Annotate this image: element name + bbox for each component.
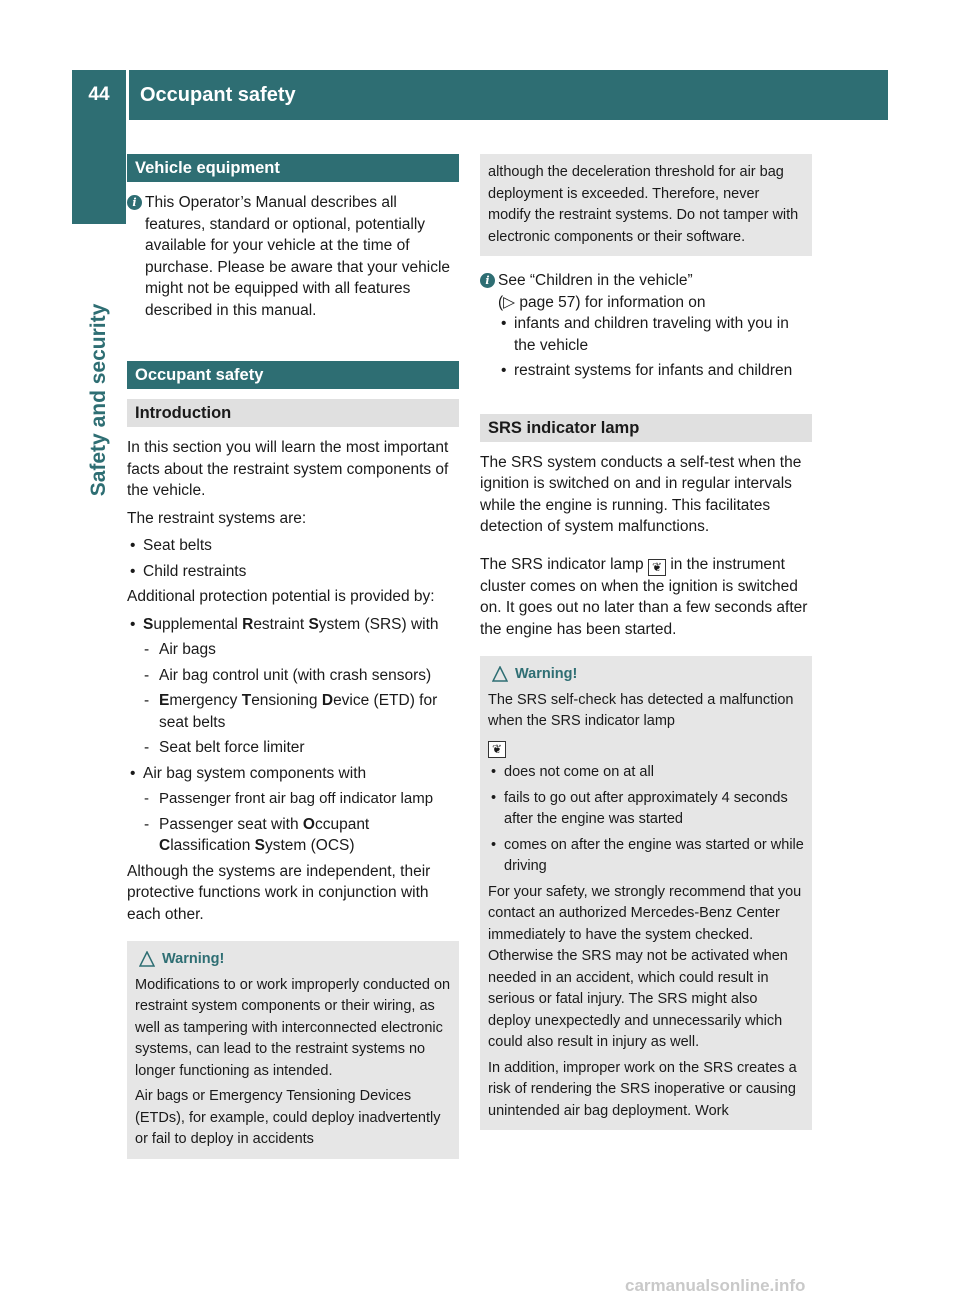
restraint-systems-label: The restraint systems are: xyxy=(127,509,307,527)
vehicle-equipment-heading: Vehicle equipment xyxy=(127,154,459,182)
info-icon: i xyxy=(480,273,495,288)
list-item: • restraint systems for infants and children xyxy=(498,360,812,382)
list-item: • fails to go out after approximately 4 seconds after the engine was started xyxy=(488,788,804,831)
info-icon: i xyxy=(127,195,142,210)
side-tab xyxy=(72,120,126,224)
list-item: • Seat belts xyxy=(127,535,459,557)
warning-text: For your safety, we strongly recommend that you contact an authorized Mercedes-Benz Center immediately to have the system checked. Otherwise the SRS may not be activated when needed in an accident, which could result in serious or fatal injury. The SRS might also deploy unexpectedly and unnecessarily which could also result in injury as well. xyxy=(488,883,802,1050)
srs-lamp-heading: SRS indicator lamp xyxy=(480,414,812,442)
warning-triangle-icon xyxy=(492,666,508,682)
list-item: • Air bag system components with xyxy=(127,763,459,785)
sub-list-item: - Air bag control unit (with crash sensors) xyxy=(127,665,459,687)
srs-lamp-icon: ❦ xyxy=(488,741,506,758)
sub-list-item: - Seat belt force limiter xyxy=(127,737,459,759)
warning-box-continued xyxy=(480,154,812,256)
left-column xyxy=(127,154,459,1159)
page-title: Occupant safety xyxy=(140,84,296,106)
section-side-label: Safety and security xyxy=(87,303,110,497)
info-text: See “Children in the vehicle” xyxy=(498,272,693,289)
warning-title: Warning! xyxy=(488,664,804,686)
sub-list-item-etd: - Emergency Tensioning Device (ETD) for seat belts xyxy=(127,690,459,733)
sub-list-item: - Passenger front air bag off indicator lamp xyxy=(127,788,459,810)
warning-text: Air bags or Emergency Tensioning Devices (ETDs), for example, could deploy inadvertently or fail to deploy in accidents xyxy=(135,1088,441,1147)
warning-box xyxy=(480,656,812,1130)
additional-protection-label: Additional protection potential is provided by: xyxy=(127,588,435,605)
srs-lamp-icon: ❦ xyxy=(648,559,666,576)
info-note xyxy=(480,270,812,382)
warning-triangle-icon xyxy=(139,951,155,967)
right-column xyxy=(480,154,812,1130)
srs-paragraph: The SRS system conducts a self-test when the ignition is switched on and in regular intervals while the engine is running. This facilitates detection of system malfunctions. xyxy=(480,453,802,535)
list-item: • Child restraints xyxy=(127,561,459,583)
warning-title: Warning! xyxy=(135,949,451,971)
list-item: • infants and children traveling with you in the vehicle xyxy=(498,313,812,356)
page-reference: (▷ page 57) for information on xyxy=(498,293,706,311)
sub-list-item: - Air bags xyxy=(127,639,459,661)
header-divider xyxy=(126,70,129,120)
intro-paragraph: In this section you will learn the most important facts about the restraint system components of the vehicle. xyxy=(127,439,449,499)
warning-text: The SRS self-check has detected a malfunction when the SRS indicator lamp xyxy=(488,691,794,729)
list-item-srs: • Supplemental Restraint System (SRS) with xyxy=(127,614,459,636)
list-item: • comes on after the engine was started or while driving xyxy=(488,835,804,878)
occupant-safety-heading: Occupant safety xyxy=(127,361,459,389)
warning-box xyxy=(127,941,459,1159)
watermark: carmanualsonline.info xyxy=(625,1276,806,1295)
info-text: This Operator’s Manual describes all features, standard or optional, potentially available for your vehicle at the time of purchase. Please be aware that your vehicle might not be equipped with all features described in this manual. xyxy=(145,194,451,319)
warning-text: although the deceleration threshold for air bag deployment is exceeded. Therefore, never modify the restraint systems. Do not tamper with electronic components or their software. xyxy=(488,164,799,245)
conjunction-paragraph: Although the systems are independent, their protective functions work in conjunction with each other. xyxy=(127,862,431,923)
warning-text: Modifications to or work improperly conducted on restraint system components or their wiring, as well as tampering with interconnected electronic systems, can lead to the restraint systems no longer functioning as intended. xyxy=(135,976,451,1079)
list-item: • does not come on at all xyxy=(488,762,804,784)
warning-text: In addition, improper work on the SRS creates a risk of rendering the SRS inoperative or causing unintended air bag deployment. Work xyxy=(488,1059,797,1119)
sub-list-item-ocs: - Passenger seat with Occupant Classification System (OCS) xyxy=(127,814,459,857)
info-note xyxy=(127,192,459,321)
srs-lamp-paragraph: The SRS indicator lamp ❦ in the instrument cluster comes on when the ignition is switched on. It goes out no later than a few seconds after the engine has been started. xyxy=(480,555,808,638)
introduction-heading: Introduction xyxy=(127,399,459,427)
page-number: 44 xyxy=(88,84,110,105)
